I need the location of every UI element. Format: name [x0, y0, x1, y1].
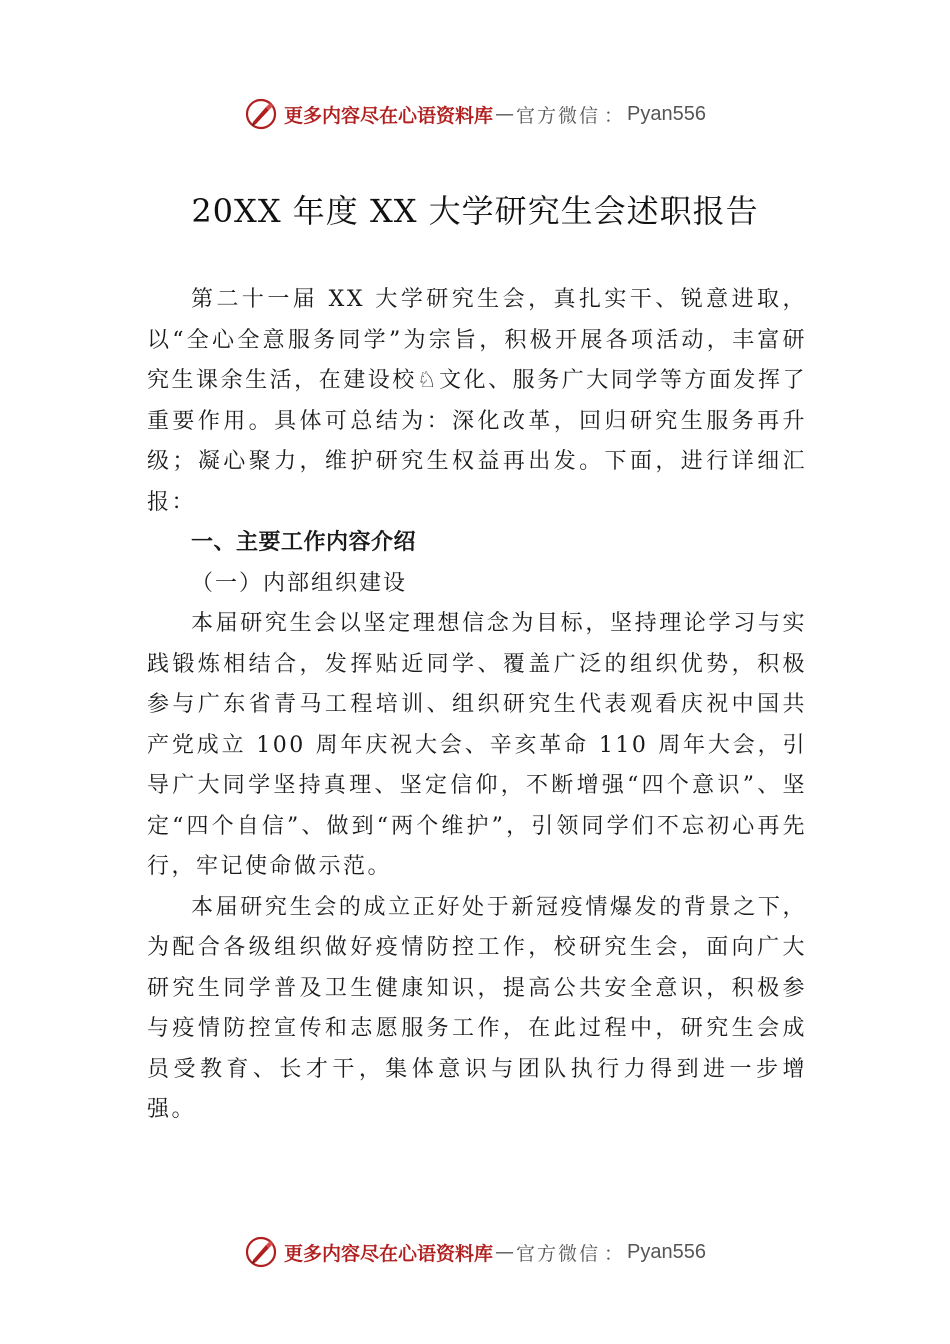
document-title: 20XX 年度 XX 大学研究生会述职报告 — [191, 192, 759, 230]
body-paragraph-1: 本届研究生会以坚定理想信念为目标，坚持理论学习与实践锻炼相结合，发挥贴近同学、覆盖广泛的组织优势，积极参与广东省青马工程培训、组织研究生代表观看庆祝中国共产党成立 100 周年庆祝大会、辛亥革命 110 周年大会，引导广大同学坚持真理、坚定信仰，不断增强“四个意识”、坚定“四个自信”、做到“两个维护”，引领同学们不忘初心再先行，牢记使命做示范。 — [147, 611, 807, 879]
banner-wechat-label: 官方微信 — [516, 104, 601, 127]
pen-logo-icon — [244, 97, 278, 131]
banner-colon: ： — [604, 104, 624, 127]
banner-dash: — — [495, 103, 514, 125]
header-banner — [0, 94, 950, 134]
banner-site-text: 更多内容尽在心语资料库 — [283, 1242, 493, 1265]
document-body — [147, 280, 807, 1131]
pen-logo-icon — [244, 1235, 278, 1269]
banner-site-text: 更多内容尽在心语资料库 — [283, 104, 493, 127]
banner-colon: ： — [604, 1242, 624, 1265]
body-paragraph-2: 本届研究生会的成立正好处于新冠疫情爆发的背景之下，为配合各级组织做好疫情防控工作，校研究生会，面向广大研究生同学普及卫生健康知识，提高公共安全意识，积极参与疫情防控宣传和志愿服务工作，在此过程中，研究生会成员受教育、长才干，集体意识与团队执行力得到进一步增强。 — [147, 894, 807, 1122]
banner-wechat-label: 官方微信 — [516, 1242, 601, 1265]
banner-wechat-id: Pyan556 — [627, 1240, 706, 1263]
footer-banner — [0, 1232, 950, 1272]
banner-dash: — — [495, 1241, 514, 1263]
subsection-heading: （一）内部组织建设 — [191, 570, 408, 596]
banner-wechat-id: Pyan556 — [627, 102, 706, 125]
section-heading: 一、主要工作内容介绍 — [191, 530, 417, 555]
intro-paragraph: 第二十一届 XX 大学研究生会，真扎实干、锐意进取，以“全心全意服务同学”为宗旨，积极开展各项活动，丰富研究生课余生活，在建设校♘文化、服务广大同学等方面发挥了重要作用。具体可总结为：深化改革，回归研究生服务再升级；凝心聚力，维护研究生权益再出发。下面，进行详细汇报： — [147, 287, 807, 515]
